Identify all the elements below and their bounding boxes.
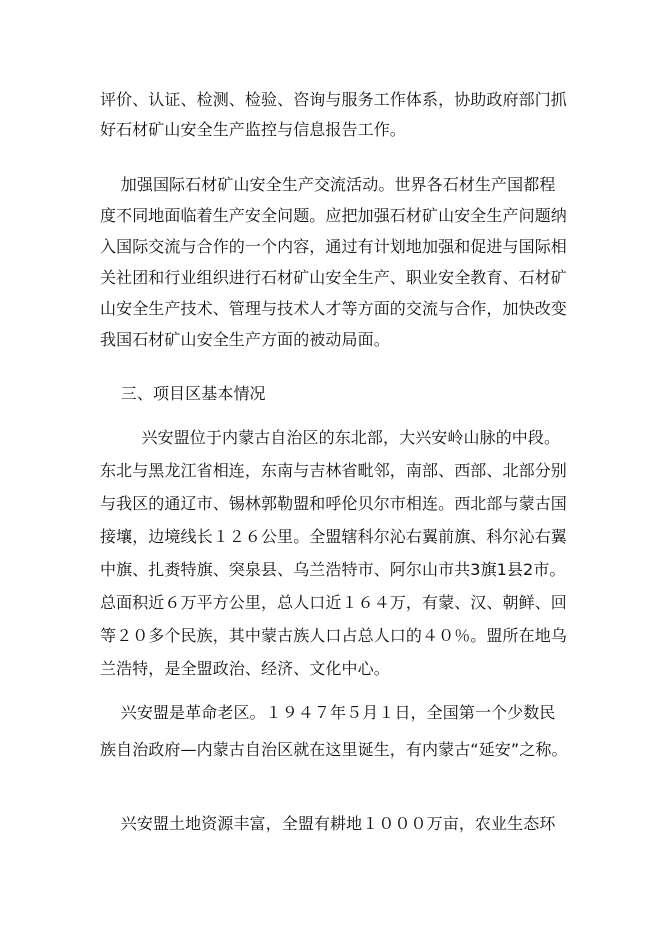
- text-line-6: 关社团和行业组织进行石材矿山安全生产、职业安全教育、石材矿: [100, 268, 567, 287]
- text-line-1: 评价、认证、检测、检验、咨询与服务工作体系，协助政府部门抓: [100, 90, 567, 109]
- text-line-8: 我国石材矿山安全生产方面的被动局面。: [100, 330, 390, 349]
- text-line-17: 兰浩特，是全盟政治、经济、文化中心。: [100, 659, 390, 678]
- text-line-5: 入国际交流与合作的一个内容，通过有计划地加强和促进与国际相: [100, 237, 567, 256]
- text-line-18: 兴安盟是革命老区。１９４７年５月１日，全国第一个少数民: [100, 703, 556, 722]
- text-line-7: 山安全生产技术、管理与技术人才等方面的交流与合作，加快改变: [100, 299, 567, 318]
- text-line-16: 等２０多个民族，其中蒙古族人口占总人口的４０％。盟所在地乌: [100, 626, 567, 645]
- text-line-15: 总面积近６万平方公里，总人口近１６４万，有蒙、汉、朝鲜、回: [100, 593, 567, 612]
- text-line-10: 兴安盟位于内蒙古自治区的东北部，大兴安岭山脉的中段。: [100, 428, 561, 447]
- text-line-14: 中旗、扎赉特旗、突泉县、乌兰浩特市、阿尔山市共3旗1县2市。: [100, 560, 566, 579]
- text-line-19: 族自治政府—内蒙古自治区就在这里诞生，有内蒙古“延安”之称。: [100, 740, 568, 759]
- text-line-13: 接壤，边境线长１２６公里。全盟辖科尔沁右翼前旗、科尔沁右翼: [100, 527, 567, 546]
- text-line-2: 好石材矿山安全生产监控与信息报告工作。: [100, 120, 406, 139]
- text-line-11: 东北与黑龙江省相连，东南与吉林省毗邻，南部、西部、北部分别: [100, 461, 567, 480]
- text-line-3: 加强国际石材矿山安全生产交流活动。世界各石材生产国都程: [100, 175, 556, 194]
- text-line-4: 度不同地面临着生产安全问题。应把加强石材矿山安全生产问题纳: [100, 206, 567, 225]
- text-line-20: 兴安盟土地资源丰富，全盟有耕地１０００万亩，农业生态环: [100, 814, 556, 833]
- section-heading: 三、项目区基本情况: [100, 384, 266, 403]
- text-line-12: 与我区的通辽市、锡林郭勒盟和呼伦贝尔市相连。西北部与蒙古国: [100, 494, 567, 513]
